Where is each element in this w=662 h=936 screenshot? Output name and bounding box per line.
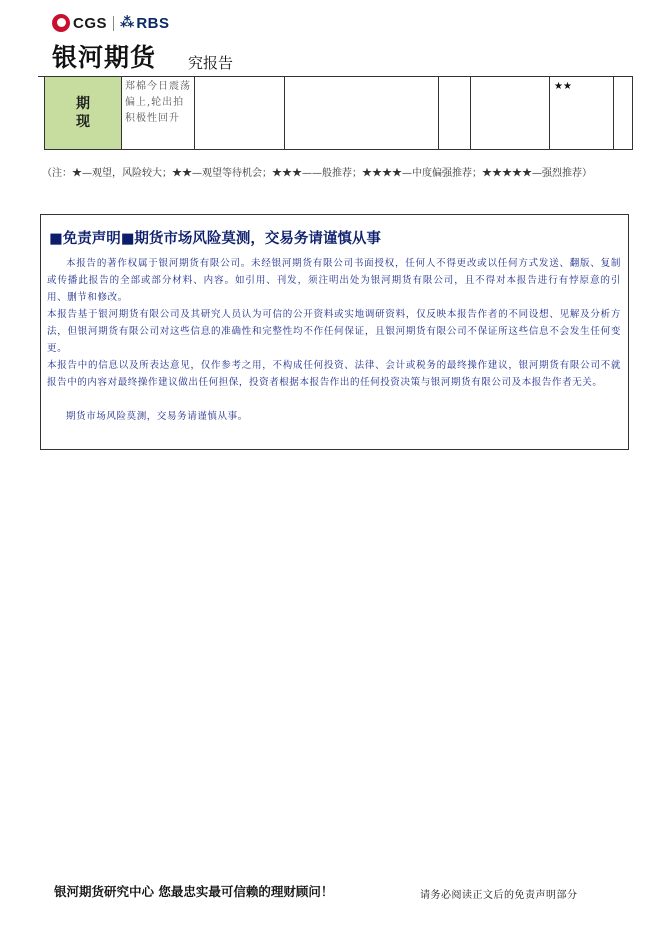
disclaimer-paragraph: 本报告基于银河期货有限公司及其研究人员认为可信的公开资料或实地调研资料，仅反映本报告作者的不同设想、见解及分析方法，但银河期货有限公司对这些信息的准确性和完整性均不作任何保证，且银河期货有限公司不保证所这些信息不会发生任何变更。 xyxy=(47,309,621,354)
empty-cell xyxy=(195,77,285,150)
table-row xyxy=(45,77,633,150)
cgs-logo-icon xyxy=(52,14,70,32)
disclaimer-paragraph: 本报告的著作权属于银河期货有限公司。未经银河期货有限公司书面授权，任何人不得更改或以任何方式发送、翻版、复制或传播此报告的全部或部分材料、内容。如引用、刊发，须注明出处为银河期货有限公司，且不得对本报告进行有悖原意的引用、删节和修改。 xyxy=(47,258,621,303)
footer-notice: 请务必阅读正文后的免责声明部分 xyxy=(420,890,578,901)
disclaimer-paragraph: 本报告中的信息以及所表达意见，仅作参考之用，不构成任何投资、法律、会计或税务的最终操作建议，银河期货有限公司不就报告中的内容对最终操作建议做出任何担保，投资者根据本报告作出的任何投资决策与银河期货有限公司及本报告作者无关。 xyxy=(47,360,621,388)
category-cell xyxy=(45,77,122,150)
report-tag: 究报告 xyxy=(188,54,234,72)
empty-cell xyxy=(614,77,633,150)
empty-cell xyxy=(285,77,439,150)
comment-cell: 郑棉今日震荡偏上,轮出拍积极性回升 xyxy=(122,77,195,150)
disclaimer-box xyxy=(40,214,629,450)
empty-cell xyxy=(439,77,471,150)
logo-cgs-text: CGS xyxy=(73,14,108,32)
category-label: 期现 xyxy=(76,96,90,130)
footer-slogan: 银河期货研究中心 您最忠实最可信赖的理财顾问！ xyxy=(54,884,334,899)
logo-rbs-text: RBS xyxy=(136,14,170,32)
empty-cell xyxy=(471,77,550,150)
logo-divider xyxy=(113,16,114,31)
page-header xyxy=(52,12,612,78)
recommendation-table xyxy=(44,76,633,150)
company-logo xyxy=(52,12,170,34)
disclaimer-title: ■免责声明■期货市场风险莫测，交易务请谨慎从事 xyxy=(49,231,381,247)
disclaimer-closing: 期货市场风险莫测，交易务请谨慎从事。 xyxy=(66,411,248,422)
rating-legend-note: （注：★—观望，风险较大；★★—观望等待机会；★★★——般推荐；★★★★—中度偏强推荐；★★★★★—强烈推荐） xyxy=(42,168,592,179)
brand-name: 银河期货 xyxy=(52,43,157,72)
rating-cell: ★★ xyxy=(550,77,614,150)
rbs-logo-icon: ⁂ xyxy=(120,15,135,31)
disclaimer-body xyxy=(47,255,621,425)
